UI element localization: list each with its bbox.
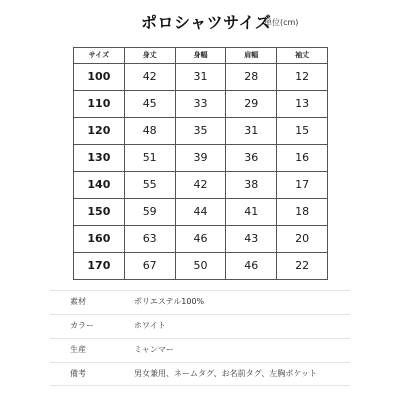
title-row: [0, 8, 400, 38]
column-header-body-length: 身丈: [124, 48, 175, 64]
body-length-cell: 55: [124, 172, 175, 199]
table-row: [74, 226, 328, 253]
shoulder-width-cell: 28: [226, 64, 277, 91]
body-width-cell: 44: [175, 199, 226, 226]
product-spec-list: [50, 290, 350, 386]
spec-row-color: [50, 314, 350, 338]
sleeve-length-cell: 15: [277, 118, 328, 145]
body-length-cell: 42: [124, 64, 175, 91]
table-row: [74, 172, 328, 199]
spec-row-origin: [50, 338, 350, 362]
spec-value: ポリエステル100%: [134, 297, 205, 306]
size-cell: 130: [74, 145, 125, 172]
spec-row-material: [50, 290, 350, 314]
spec-row-notes: [50, 362, 350, 386]
table-row: [74, 91, 328, 118]
body-width-cell: 35: [175, 118, 226, 145]
shoulder-width-cell: 38: [226, 172, 277, 199]
body-width-cell: 33: [175, 91, 226, 118]
shoulder-width-cell: 36: [226, 145, 277, 172]
table-row: [74, 64, 328, 91]
body-length-cell: 63: [124, 226, 175, 253]
size-table: [73, 47, 328, 280]
spec-label: 生産: [70, 345, 86, 354]
shoulder-width-cell: 41: [226, 199, 277, 226]
body-width-cell: 39: [175, 145, 226, 172]
spec-label: 備考: [70, 369, 86, 378]
body-width-cell: 42: [175, 172, 226, 199]
table-row: [74, 145, 328, 172]
unit-label: 単位(cm): [264, 18, 299, 27]
spec-label: カラー: [70, 321, 94, 330]
table-row: [74, 253, 328, 280]
table-row: [74, 199, 328, 226]
column-header-size: サイズ: [74, 48, 125, 64]
column-header-body-width: 身幅: [175, 48, 226, 64]
table-row: [74, 118, 328, 145]
sleeve-length-cell: 22: [277, 253, 328, 280]
body-width-cell: 31: [175, 64, 226, 91]
size-table-header-row: [74, 48, 328, 64]
size-cell: 100: [74, 64, 125, 91]
size-cell: 170: [74, 253, 125, 280]
column-header-sleeve-length: 袖丈: [277, 48, 328, 64]
shoulder-width-cell: 43: [226, 226, 277, 253]
sleeve-length-cell: 13: [277, 91, 328, 118]
size-cell: 160: [74, 226, 125, 253]
spec-label: 素材: [70, 297, 86, 306]
body-length-cell: 45: [124, 91, 175, 118]
column-header-shoulder-width: 肩幅: [226, 48, 277, 64]
body-length-cell: 59: [124, 199, 175, 226]
shoulder-width-cell: 29: [226, 91, 277, 118]
body-width-cell: 46: [175, 226, 226, 253]
spec-value: ミャンマー: [134, 345, 174, 354]
body-length-cell: 48: [124, 118, 175, 145]
sleeve-length-cell: 18: [277, 199, 328, 226]
sleeve-length-cell: 16: [277, 145, 328, 172]
sleeve-length-cell: 12: [277, 64, 328, 91]
sleeve-length-cell: 20: [277, 226, 328, 253]
shoulder-width-cell: 46: [226, 253, 277, 280]
size-cell: 120: [74, 118, 125, 145]
spec-value: ホワイト: [134, 321, 166, 330]
body-width-cell: 50: [175, 253, 226, 280]
size-cell: 110: [74, 91, 125, 118]
shoulder-width-cell: 31: [226, 118, 277, 145]
size-cell: 140: [74, 172, 125, 199]
sleeve-length-cell: 17: [277, 172, 328, 199]
size-cell: 150: [74, 199, 125, 226]
spec-value: 男女兼用、ネームタグ、お名前タグ、左胸ポケット: [134, 369, 317, 378]
body-length-cell: 51: [124, 145, 175, 172]
page-title: ポロシャツサイズ: [141, 13, 272, 32]
body-length-cell: 67: [124, 253, 175, 280]
